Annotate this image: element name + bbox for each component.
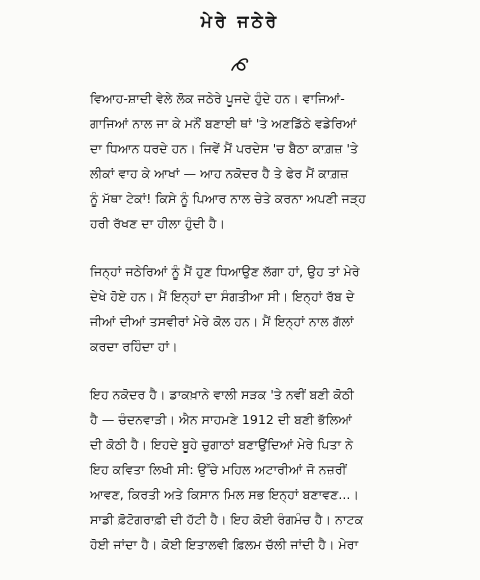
paragraph-2 [90, 259, 414, 359]
text-line: ਵਿਆਹ-ਸ਼ਾਦੀ ਵੇਲੇ ਲੋਕ ਜਠੇਰੇ ਪੂਜਦੇ ਹੁੰਦੇ ਹਨ। ਵਾਜਿਆਂ- [90, 91, 345, 106]
text-line: ਜੀਆਂ ਦੀਆਂ ਤਸਵੀਰਾਂ ਮੇਰੇ ਕੋਲ ਹਨ। ਮੈਂ ਇਨ੍ਹਾਂ ਨਾਲ ਗੱਲਾਂ [90, 314, 354, 329]
text-line: ਜਿਨ੍ਹਾਂ ਜਠੇਰਿਆਂ ਨੂੰ ਮੈਂ ਹੁਣ ਧਿਆਉਣ ਲੱਗਾ ਹਾਂ, ਉਹ ਤਾਂ ਮੇਰੇ [90, 264, 360, 279]
text-line: ਲੀਕਾਂ ਵਾਹ ਕੇ ਆਖਾਂ — ਆਹ ਨਕੋਦਰ ਹੈ ਤੇ ਫੇਰ ਮੈਂ ਕਾਗ਼ਜ਼ [90, 166, 349, 181]
text-line: ਗਾਜਿਆਂ ਨਾਲ ਜਾ ਕੇ ਮਨੌਂ ਬਣਾਈ ਥਾਂ 'ਤੇ ਅਣਡਿੱਠੇ ਵਡੇਰਿਆਂ [90, 116, 357, 131]
paragraph-3 [90, 382, 414, 557]
text-line: ਨੂੰ ਮੱਥਾ ਟੇਕਾਂ! ਕਿਸੇ ਨੂੰ ਪਿਆਰ ਨਾਲ ਚੇਤੇ ਕਰਨਾ ਅਪਣੀ ਜੜ੍ਹ [90, 191, 366, 206]
text-line: ਸਾਡੀ ਫ਼ੋਟੋਗਰਾਫ਼ੀ ਦੀ ਹੱਟੀ ਹੈ। ਇਹ ਕੋਈ ਰੰਗਮੰਚ ਹੈ। ਨਾਟਕ [90, 512, 364, 527]
flourish-icon [229, 56, 251, 74]
text-line: ਆਵਣ, ਕਿਰਤੀ ਅਤੇ ਕਿਸਾਨ ਮਿਲ ਸਭ ਇਨ੍ਹਾਂ ਬਣਾਵਣ...। [90, 487, 359, 502]
page-title: ਮੇਰੇ ਜਠੇਰੇ [200, 12, 280, 32]
text-line: ਇਹ ਕਵਿਤਾ ਲਿਖੀ ਸੀ: ਉੱਚੇ ਮਹਿਲ ਅਟਾਰੀਆਂ ਜੋ ਨਜ਼ਰੀਂ [90, 462, 347, 477]
text-line: ਦੀ ਕੋਠੀ ਹੈ। ਇਹਦੇ ਬੂਹੇ ਚੁਗਾਠਾਂ ਬਣਾਉਂਦਿਆਂ ਮੇਰੇ ਪਿਤਾ ਨੇ [90, 437, 354, 452]
text-line: ਇਹ ਨਕੋਦਰ ਹੈ। ਡਾਕਖ਼ਾਨੇ ਵਾਲੀ ਸੜਕ 'ਤੇ ਨਵੀਂ ਬਣੀ ਕੋਠੀ [90, 387, 354, 402]
text-line: ਹੋਈ ਜਾਂਦਾ ਹੈ। ਕੋਈ ਇਤਾਲਵੀ ਫ਼ਿਲਮ ਚੱਲੀ ਜਾਂਦੀ ਹੈ। ਮੇਰਾ [90, 537, 359, 552]
text-line: ਦਾ ਧਿਆਨ ਧਰਦੇ ਹਨ। ਜਿਵੇਂ ਮੈਂ ਪਰਦੇਸ 'ਚ ਬੈਠਾ ਕਾਗ਼ਜ਼ 'ਤੇ [90, 141, 359, 156]
body-text [90, 86, 414, 580]
paragraph-1 [90, 86, 414, 236]
text-line: ਕਰਦਾ ਰਹਿੰਦਾ ਹਾਂ। [90, 339, 178, 354]
text-line: ਦੇਖੇ ਹੋਏ ਹਨ। ਮੈਂ ਇਨ੍ਹਾਂ ਦਾ ਸੰਗਤੀਆ ਸੀ। ਇਨ੍ਹਾਂ ਰੱਬ ਦੇ [90, 289, 355, 304]
text-line: ਹਰੀ ਰੱਖਣ ਦਾ ਹੀਲਾ ਹੁੰਦੀ ਹੈ। [90, 216, 225, 231]
text-line: ਹੈ — ਚੰਦਨਵਾੜੀ। ਐਨ ਸਾਹਮਣੇ 1912 ਦੀ ਬਣੀ ਭੱਲਿਆਂ [90, 412, 352, 427]
